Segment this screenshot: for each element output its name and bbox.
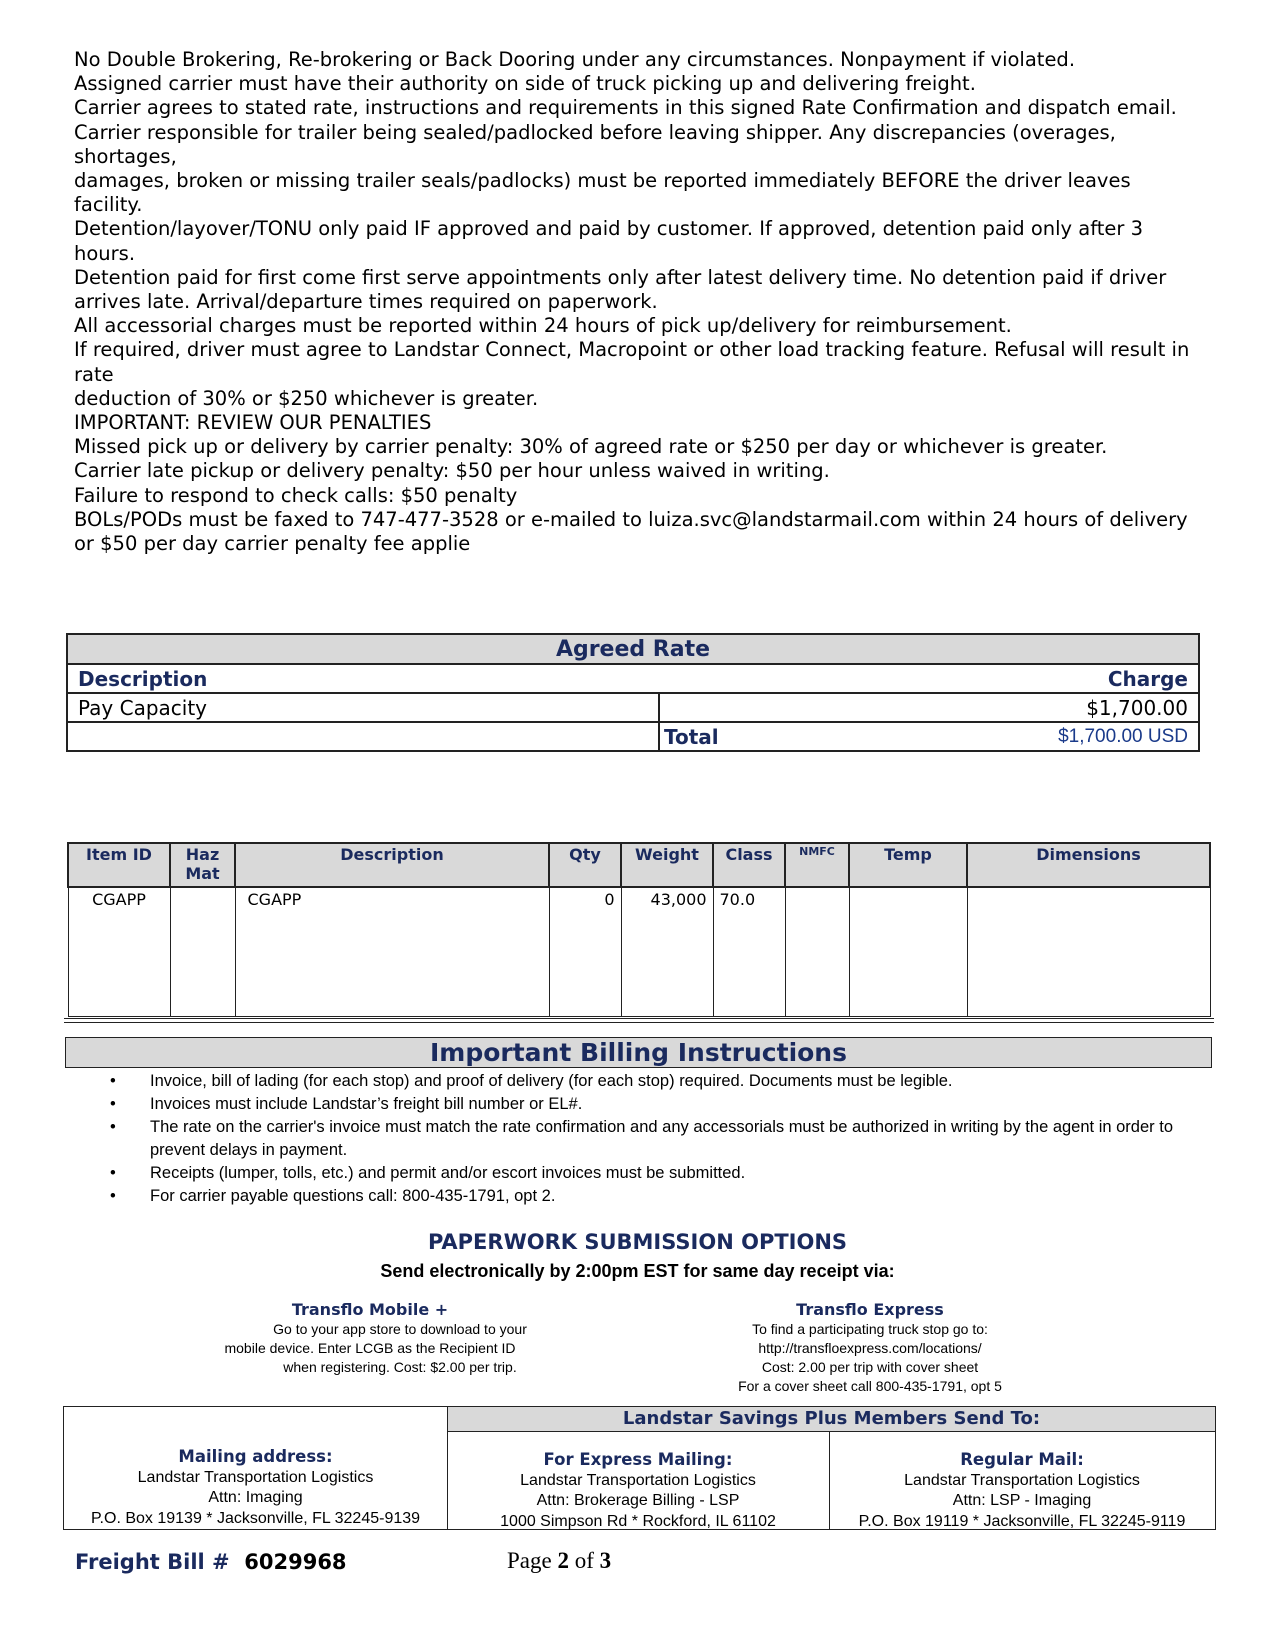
page-number xyxy=(507,1548,611,1574)
terms-line: Missed pick up or delivery by carrier penalty: 30% of agreed rate or $250 per day or whichever is greater. xyxy=(74,435,1108,459)
terms-line: IMPORTANT: REVIEW OUR PENALTIES xyxy=(74,411,432,435)
terms-line: No Double Brokering, Re-brokering or Back Dooring under any circumstances. Nonpayment if violated. xyxy=(74,48,1076,71)
terms-line: damages, broken or missing trailer seals/padlocks) must be reported immediately BEFORE the driver leaves facility. xyxy=(74,169,1131,217)
page-current: 2 xyxy=(557,1548,569,1573)
bullet-icon: • xyxy=(110,1164,116,1182)
col-item-id: Item ID xyxy=(68,843,170,887)
regular-mail-title: Regular Mail: xyxy=(960,1450,1084,1469)
address-line: Landstar Transportation Logistics xyxy=(904,1471,1140,1489)
transflo-mobile-line: when registering. Cost: $2.00 per trip. xyxy=(283,1359,517,1375)
cell-nmfc xyxy=(785,887,849,1017)
col-haz: Haz xyxy=(185,845,220,864)
billing-text: The rate on the carrier's invoice must match the rate confirmation and any accessorials must be authorized in writing by the agent in order to prevent delays in payment. xyxy=(150,1118,1173,1159)
terms-line: deduction of 30% or $250 whichever is greater. xyxy=(74,386,539,410)
list-item xyxy=(110,1116,1190,1162)
transflo-express-line: For a cover sheet call 800-435-1791, opt 5 xyxy=(738,1378,1002,1394)
address-line: Landstar Transportation Logistics xyxy=(137,1468,374,1486)
cell-item-id: CGAPP xyxy=(68,887,170,1017)
col-description: Description xyxy=(235,843,549,887)
transflo-mobile-line: mobile device. Enter LCGB as the Recipient ID xyxy=(224,1340,516,1356)
address-line: Attn: LSP - Imaging xyxy=(952,1492,1092,1509)
page-of: of xyxy=(574,1548,594,1573)
col-weight: Weight xyxy=(621,843,713,887)
transflo-mobile-option xyxy=(180,1300,560,1377)
mailing-address-title: Mailing address: xyxy=(178,1447,333,1466)
terms-line: All accessorial charges must be reported within 24 hours of pick up/delivery for reimbursement. xyxy=(74,314,1012,338)
paperwork-title: PAPERWORK SUBMISSION OPTIONS xyxy=(427,1230,848,1254)
savings-plus-band: Landstar Savings Plus Members Send To: xyxy=(447,1407,1215,1432)
cell-description: CGAPP xyxy=(235,887,549,1017)
col-nmfc: NMFC xyxy=(785,843,849,887)
col-qty: Qty xyxy=(549,843,621,887)
freight-bill-number: 6029968 xyxy=(244,1550,347,1574)
rate-total-label: Total xyxy=(659,722,814,751)
agreed-rate-table xyxy=(66,633,1200,752)
transflo-mobile-line: Go to your app store to download to your xyxy=(273,1321,527,1337)
terms-line: BOLs/PODs must be faxed to 747-477-3528 or e-mailed to luiza.svc@landstarmail.com within 24 hours of delivery or $50 per day carrier penalty fee applie xyxy=(74,507,1188,556)
col-temp: Temp xyxy=(849,843,967,887)
page-word: Page xyxy=(507,1548,552,1573)
terms-line: arrives late. Arrival/departure times required on paperwork. xyxy=(74,290,658,314)
col-haz-mat xyxy=(170,843,235,887)
list-item xyxy=(110,1162,1190,1185)
col-dimensions: Dimensions xyxy=(967,843,1210,887)
terms-line: If required, driver must agree to Landstar Connect, Macropoint or other load tracking feature. Refusal will result in rate xyxy=(74,338,1190,386)
agreed-rate-title: Agreed Rate xyxy=(67,634,1199,664)
address-line: Attn: Brokerage Billing - LSP xyxy=(536,1492,740,1509)
address-line: P.O. Box 19119 * Jacksonville, FL 32245-9119 xyxy=(858,1512,1186,1530)
freight-bill-label: Freight Bill # xyxy=(75,1550,230,1574)
transflo-express-title: Transflo Express xyxy=(796,1300,944,1319)
transflo-express-option xyxy=(700,1300,1040,1396)
list-item xyxy=(110,1093,1190,1116)
divider xyxy=(64,1022,1214,1023)
terms-line: Carrier responsible for trailer being sealed/padlocked before leaving shipper. Any discrepancies (overages, shortages, xyxy=(74,120,1116,168)
mailing-addresses xyxy=(63,1406,1216,1530)
cell-dimensions xyxy=(967,887,1210,1017)
terms-line: Assigned carrier must have their authority on side of truck picking up and delivering freight. xyxy=(74,72,976,96)
bullet-icon: • xyxy=(110,1118,116,1136)
rate-line-charge: $1,700.00 xyxy=(659,693,1199,722)
cell-haz-mat xyxy=(170,887,235,1017)
terms-line: Carrier late pickup or delivery penalty: $50 per hour unless waived in writing. xyxy=(74,459,830,483)
billing-title: Important Billing Instructions xyxy=(65,1037,1212,1068)
table-row xyxy=(68,887,1210,1017)
divider xyxy=(64,1018,1214,1019)
items-table xyxy=(67,842,1211,1017)
cell-class: 70.0 xyxy=(713,887,785,1017)
address-line: P.O. Box 19139 * Jacksonville, FL 32245-9139 xyxy=(90,1509,421,1527)
regular-mail-address xyxy=(829,1450,1215,1532)
express-mailing-title: For Express Mailing: xyxy=(543,1450,733,1469)
express-mailing-address xyxy=(447,1450,829,1532)
rate-line-description: Pay Capacity xyxy=(67,693,659,722)
terms-line: Detention paid for first come first serve appointments only after latest delivery time. No detention paid if driver xyxy=(74,265,1167,289)
transflo-express-line: To find a participating truck stop go to: xyxy=(752,1321,988,1337)
rate-total-value: $1,700.00 USD xyxy=(814,722,1199,751)
terms-and-conditions xyxy=(74,48,1204,556)
transflo-express-line: Cost: 2.00 per trip with cover sheet xyxy=(761,1359,979,1375)
bullet-icon: • xyxy=(110,1072,116,1090)
col-class: Class xyxy=(713,843,785,887)
rate-empty-cell xyxy=(67,722,659,751)
rate-col-charge: Charge xyxy=(814,664,1199,693)
transflo-mobile-title: Transflo Mobile + xyxy=(291,1300,449,1319)
terms-line: Failure to respond to check calls: $50 penalty xyxy=(74,483,518,507)
paperwork-subtitle: Send electronically by 2:00pm EST for same day receipt via: xyxy=(380,1261,895,1281)
address-line: 1000 Simpson Rd * Rockford, IL 61102 xyxy=(500,1512,776,1530)
rate-col-description: Description xyxy=(67,664,814,693)
address-line: Landstar Transportation Logistics xyxy=(520,1471,756,1489)
cell-temp xyxy=(849,887,967,1017)
address-line: Attn: Imaging xyxy=(208,1489,303,1506)
page-total: 3 xyxy=(599,1548,612,1573)
cell-weight: 43,000 xyxy=(621,887,713,1017)
billing-text: Invoices must include Landstar’s freight bill number or EL#. xyxy=(150,1095,583,1113)
list-item xyxy=(110,1070,1190,1093)
bullet-icon: • xyxy=(110,1095,116,1113)
bullet-icon: • xyxy=(110,1187,116,1205)
billing-list xyxy=(110,1070,1190,1208)
terms-line: Detention/layover/TONU only paid IF approved and paid by customer. If approved, detention paid only after 3 hours. xyxy=(74,217,1144,265)
transflo-express-link[interactable]: http://transfloexpress.com/locations/ xyxy=(758,1340,982,1356)
billing-text: For carrier payable questions call: 800-435-1791, opt 2. xyxy=(150,1187,556,1205)
billing-text: Receipts (lumper, tolls, etc.) and permit and/or escort invoices must be submitted. xyxy=(150,1164,746,1182)
list-item xyxy=(110,1185,1190,1208)
terms-line: Carrier agrees to stated rate, instructions and requirements in this signed Rate Confirmation and dispatch email. xyxy=(74,96,1177,120)
mailing-address xyxy=(64,1447,447,1529)
col-mat: Mat xyxy=(185,864,220,883)
cell-qty: 0 xyxy=(549,887,621,1017)
freight-bill xyxy=(75,1550,347,1574)
billing-text: Invoice, bill of lading (for each stop) and proof of delivery (for each stop) required. Documents must be legible. xyxy=(150,1072,953,1090)
